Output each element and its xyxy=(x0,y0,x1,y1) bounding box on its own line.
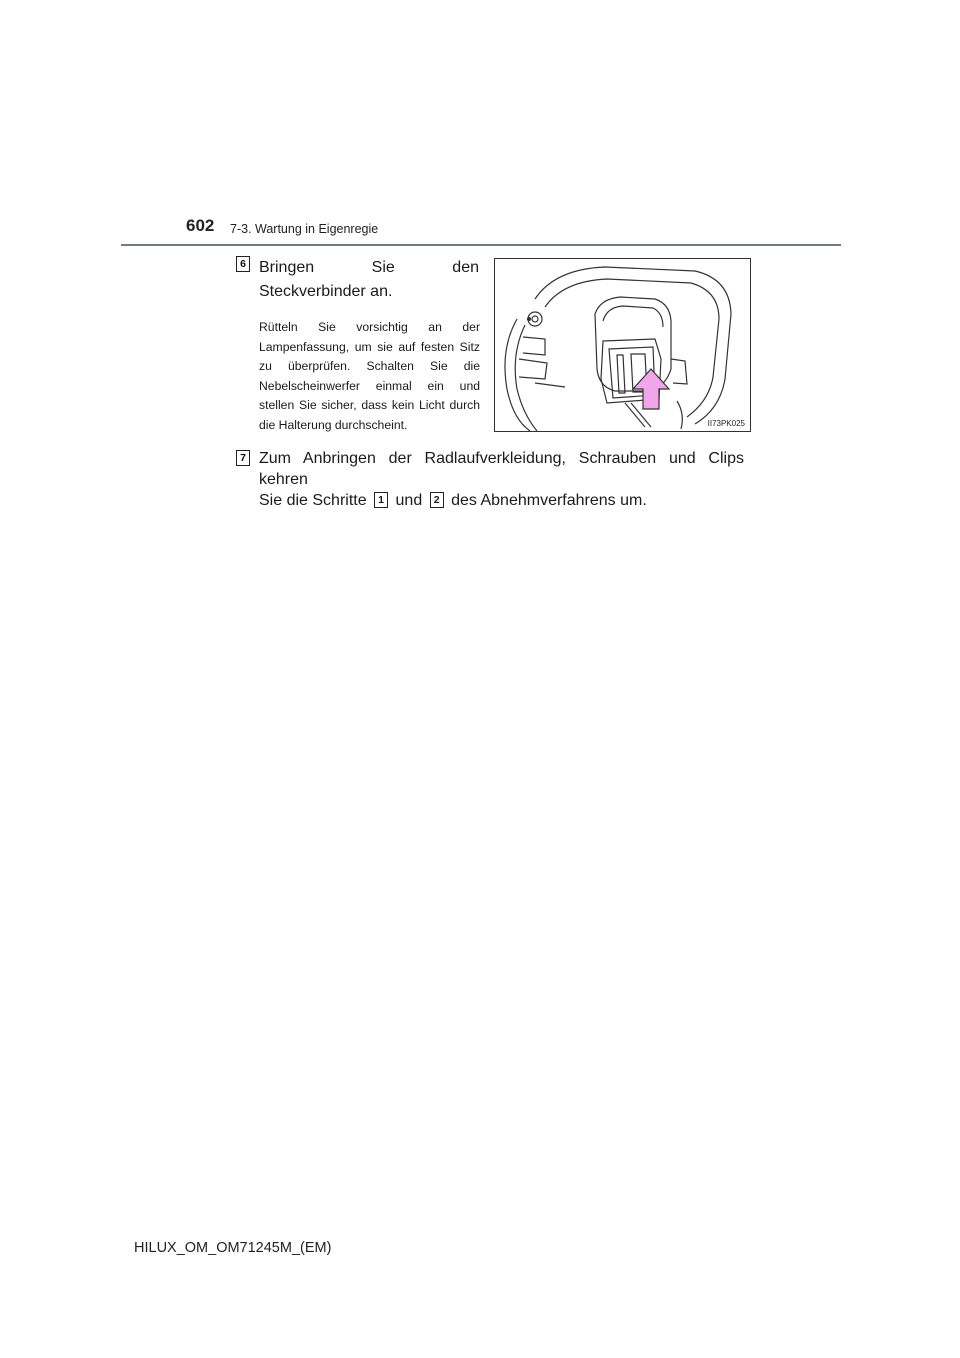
step-6-marker: 6 xyxy=(236,256,250,272)
footer-document-id: HILUX_OM_OM71245M_(EM) xyxy=(134,1240,332,1256)
fog-lamp-connector-drawing xyxy=(495,259,750,431)
connector-illustration xyxy=(494,258,751,432)
step-ref-2: 2 xyxy=(430,492,444,508)
step-7-marker: 7 xyxy=(236,450,250,466)
header-rule xyxy=(121,244,841,246)
step-6-body: Rütteln Sie vorsichtig an der Lampenfassung, um sie auf festen Sitz zu überprüfen. Schalten Sie die Nebelscheinwerfer einmal ein und stellen Sie sicher, dass kein Licht durch die Halterung durchscheint. xyxy=(259,320,480,432)
step-7-line-1: Zum Anbringen der Radlaufverkleidung, Schrauben und Clips kehren xyxy=(259,450,744,488)
page-number: 602 xyxy=(186,216,215,235)
step-7-line-2 xyxy=(259,490,744,511)
step-7-line-2-end: des Abnehmverfahrens um. xyxy=(451,492,647,509)
push-direction-arrow xyxy=(633,369,669,409)
step-6-title: Bringen Sie den Steckverbinder an. xyxy=(259,259,479,300)
step-ref-1: 1 xyxy=(374,492,388,508)
step-7-text xyxy=(259,448,744,511)
step-7-line-2-and: und xyxy=(395,492,423,509)
section-title: 7-3. Wartung in Eigenregie xyxy=(230,222,379,236)
figure-code: II73PK025 xyxy=(707,419,745,428)
step-7-line-2-start: Sie die Schritte xyxy=(259,492,367,509)
